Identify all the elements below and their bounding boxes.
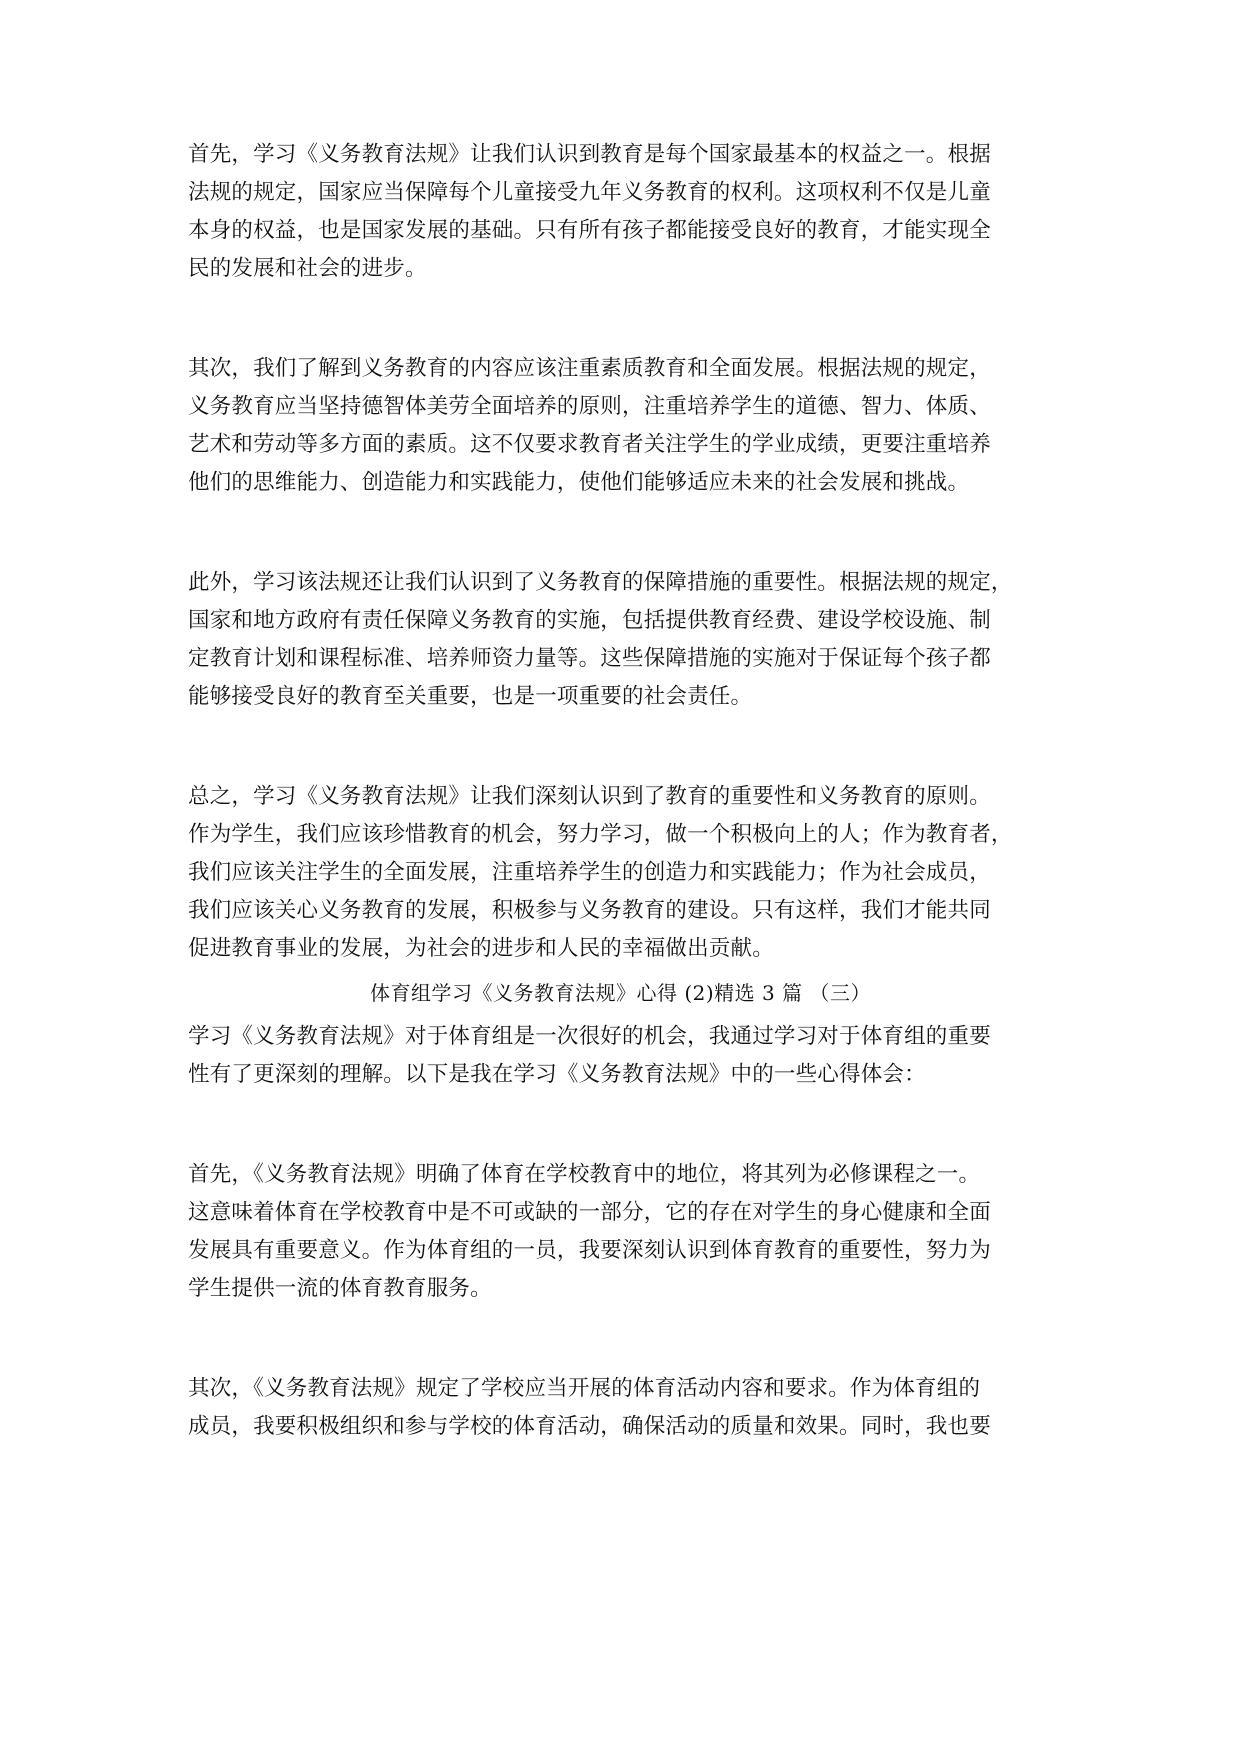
text-line: 学生提供一流的体育教育服务。 [188,1276,492,1301]
text-line: 本身的权益，也是国家发展的基础。只有所有孩子都能接受良好的教育，才能实现全 [188,218,991,243]
text-line: 学习《义务教育法规》对于体育组是一次很好的机会，我通过学习对于体育组的重要 [188,1024,991,1049]
text-line: 此外，学习该法规还让我们认识到了义务教育的保障措施的重要性。根据法规的规定， [188,570,1013,595]
section-heading: 体育组学习《义务教育法规》心得 (2)精选 3 篇 （三） [370,981,871,1005]
text-line: 其次，我们了解到义务教育的内容应该注重素质教育和全面发展。根据法规的规定， [188,356,991,381]
text-line: 这意味着体育在学校教育中是不可或缺的一部分，它的存在对学生的身心健康和全面 [188,1200,991,1225]
text-line: 能够接受良好的教育至关重要，也是一项重要的社会责任。 [188,684,753,709]
text-line: 促进教育事业的发展，为社会的进步和人民的幸福做出贡献。 [188,936,774,961]
text-line: 首先，《义务教育法规》明确了体育在学校教育中的地位，将其列为必修课程之一。 [188,1162,981,1187]
text-line: 首先，学习《义务教育法规》让我们认识到教育是每个国家最基本的权益之一。根据 [188,142,991,167]
text-line: 国家和地方政府有责任保障义务教育的实施，包括提供教育经费、建设学校设施、制 [188,608,991,633]
text-line: 成员，我要积极组织和参与学校的体育活动，确保活动的质量和效果。同时，我也要 [188,1414,991,1439]
text-line: 我们应该关心义务教育的发展，积极参与义务教育的建设。只有这样，我们才能共同 [188,898,991,923]
text-line: 义务教育应当坚持德智体美劳全面培养的原则，注重培养学生的道德、智力、体质、 [188,394,991,419]
text-line: 定教育计划和课程标准、培养师资力量等。这些保障措施的实施对于保证每个孩子都 [188,646,991,671]
text-line: 艺术和劳动等多方面的素质。这不仅要求教育者关注学生的学业成绩，更要注重培养 [188,432,991,457]
text-line: 其次，《义务教育法规》规定了学校应当开展的体育活动内容和要求。作为体育组的 [188,1376,981,1401]
text-line: 他们的思维能力、创造能力和实践能力，使他们能够适应未来的社会发展和挑战。 [188,470,970,495]
text-line: 作为学生，我们应该珍惜教育的机会，努力学习，做一个积极向上的人；作为教育者， [188,822,1013,847]
text-line: 法规的规定，国家应当保障每个儿童接受九年义务教育的权利。这项权利不仅是儿童 [188,180,991,205]
text-line: 我们应该关注学生的全面发展，注重培养学生的创造力和实践能力；作为社会成员， [188,860,991,885]
text-line: 民的发展和社会的进步。 [188,256,427,281]
text-line: 总之，学习《义务教育法规》让我们深刻认识到了教育的重要性和义务教育的原则。 [188,784,991,809]
text-line: 发展具有重要意义。作为体育组的一员，我要深刻认识到体育教育的重要性，努力为 [188,1238,991,1263]
text-line: 性有了更深刻的理解。以下是我在学习《义务教育法规》中的一些心得体会： [188,1062,926,1087]
